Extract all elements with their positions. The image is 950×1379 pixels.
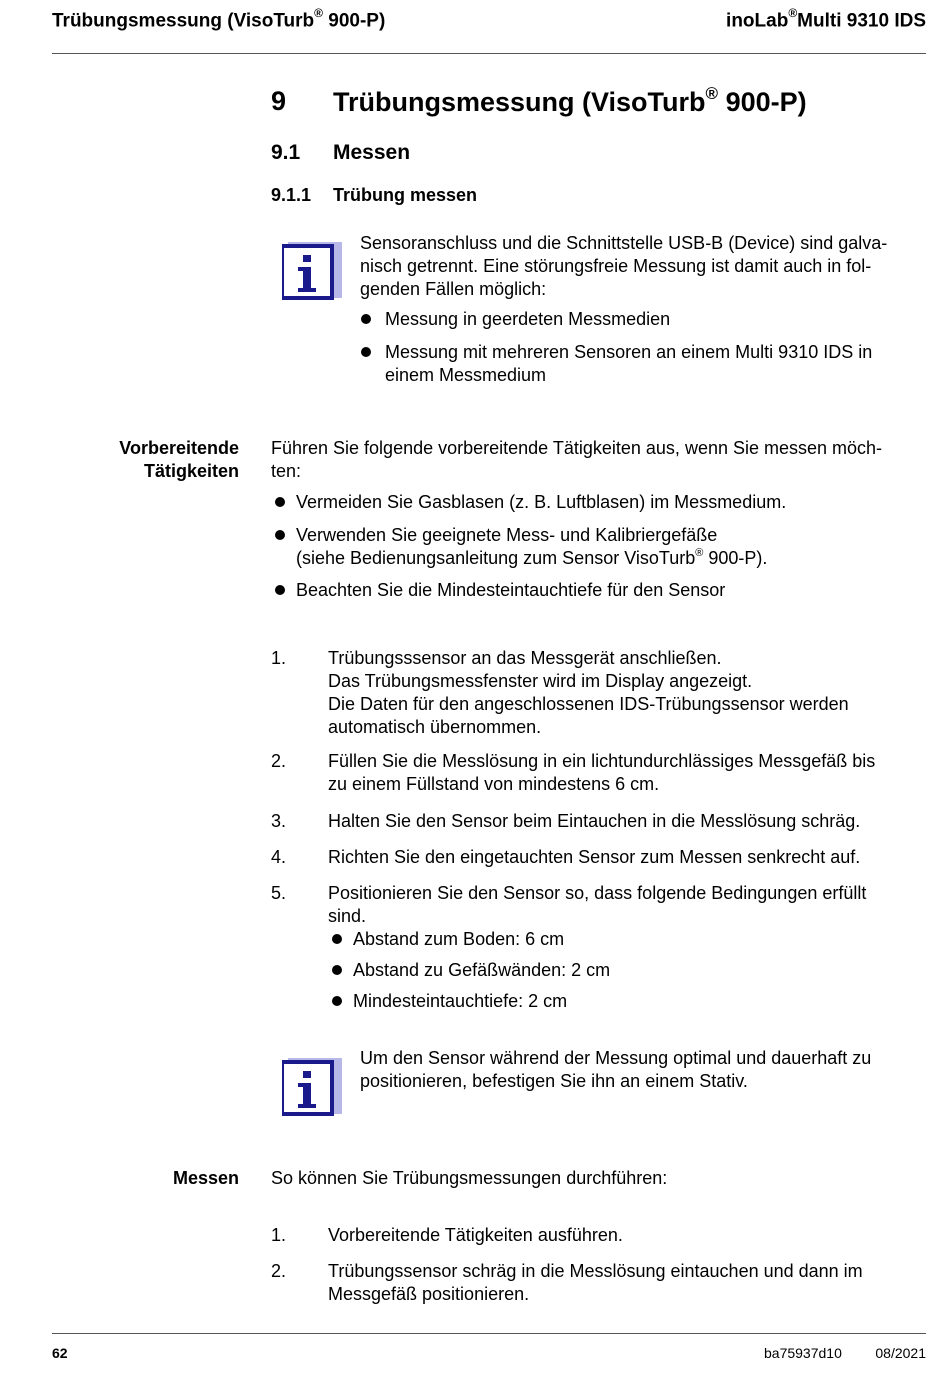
step-line: Das Trübungsmessfenster wird im Display angezeigt. xyxy=(328,671,753,691)
bullet-icon xyxy=(275,497,285,507)
step5-bullet: Abstand zu Gefäßwänden: 2 cm xyxy=(353,960,611,980)
info-bullet-line: einem Messmedium xyxy=(385,365,547,385)
doc-code: ba75937d10 xyxy=(764,1345,842,1361)
step-line: sind. xyxy=(328,906,367,926)
measure-intro: So können Sie Trübungsmessungen durchführen: xyxy=(271,1168,668,1188)
chapter-title-suffix: 900-P) xyxy=(718,87,807,117)
step-line: Positionieren Sie den Sensor so, dass folgende Bedingungen erfüllt xyxy=(328,883,867,903)
header-left-suffix: 900-P) xyxy=(323,10,386,32)
step-text xyxy=(328,647,849,739)
step-text: Vorbereitende Tätigkeiten ausführen. xyxy=(328,1225,623,1245)
running-header-right xyxy=(726,8,926,32)
info-bullet-line: Messung mit mehreren Sensoren an einem Multi 9310 IDS in xyxy=(385,342,873,362)
registered-mark: ® xyxy=(695,547,704,559)
info-bullet-2 xyxy=(385,341,872,387)
header-left-text: Trübungsmessung (VisoTurb xyxy=(52,10,315,32)
bullet-line: Verwenden Sie geeignete Mess- und Kalibriergefäße xyxy=(296,525,718,545)
info-bullet-1: Messung in geerdeten Messmedien xyxy=(385,309,671,329)
info-line: Sensoranschluss und die Schnittstelle USB-B (Device) sind galva- xyxy=(360,233,888,253)
bullet-icon xyxy=(332,996,342,1006)
bullet-icon xyxy=(361,347,371,357)
side-label-line: Tätigkeiten xyxy=(143,461,239,481)
step-text: Halten Sie den Sensor beim Eintauchen in die Messlösung schräg. xyxy=(328,811,861,831)
subsection-title: Trübung messen xyxy=(333,185,478,205)
bullet-icon xyxy=(361,314,371,324)
registered-mark: ® xyxy=(788,6,798,20)
bullet-icon xyxy=(332,934,342,944)
info-line: positionieren, befestigen Sie ihn an einem Stativ. xyxy=(360,1071,748,1091)
doc-date: 08/2021 xyxy=(875,1345,926,1361)
step5-bullet: Mindesteintauchtiefe: 2 cm xyxy=(353,991,568,1011)
step-line: Trübungsssensor an das Messgerät anschließen. xyxy=(328,648,722,668)
step-text xyxy=(328,882,866,928)
section-number: 9.1 xyxy=(271,141,301,164)
step-number: 2. xyxy=(271,751,287,771)
step-number: 1. xyxy=(271,1225,287,1245)
info-line: Um den Sensor während der Messung optimal und dauerhaft zu xyxy=(360,1048,872,1068)
intro-line: ten: xyxy=(271,461,302,481)
side-label-measure: Messen xyxy=(172,1168,239,1188)
step-number: 4. xyxy=(271,847,287,867)
step-number: 5. xyxy=(271,883,287,903)
bullet-icon xyxy=(275,530,285,540)
bullet-icon xyxy=(275,585,285,595)
header-product: Multi 9310 IDS xyxy=(797,10,926,32)
running-header-left xyxy=(52,8,385,32)
bullet-icon xyxy=(332,965,342,975)
subsection-number: 9.1.1 xyxy=(271,185,312,205)
preparation-intro xyxy=(271,437,921,483)
bullet-line-suffix: 900-P). xyxy=(703,548,768,568)
preparation-bullet-3: Beachten Sie die Mindesteintauchtiefe für den Sensor xyxy=(296,580,726,600)
step-text: Richten Sie den eingetauchten Sensor zum Messen senkrecht auf. xyxy=(328,847,861,867)
chapter-title-text: Trübungsmessung (VisoTurb xyxy=(333,87,706,117)
footer-rule xyxy=(52,1333,926,1334)
intro-line: Führen Sie folgende vorbereitende Tätigkeiten aus, wenn Sie messen möch- xyxy=(271,438,883,458)
info-icon xyxy=(282,240,342,300)
registered-mark: ® xyxy=(314,6,323,20)
step5-bullet: Abstand zum Boden: 6 cm xyxy=(353,929,565,949)
step-text xyxy=(328,1260,863,1306)
info-note-2 xyxy=(360,1047,920,1093)
chapter-number: 9 xyxy=(271,86,287,116)
info-line: genden Fällen möglich: xyxy=(360,279,547,299)
step-number: 3. xyxy=(271,811,287,831)
step-text xyxy=(328,750,875,796)
step-line: Messgefäß positionieren. xyxy=(328,1284,530,1304)
step-line: Füllen Sie die Messlösung in ein lichtundurchlässiges Messgefäß bis xyxy=(328,751,876,771)
bullet-line-text: (siehe Bedienungsanleitung zum Sensor VisoTurb xyxy=(296,548,696,568)
chapter-title xyxy=(333,86,807,118)
step-number: 1. xyxy=(271,648,287,668)
header-brand: inoLab xyxy=(726,10,789,32)
section-title: Messen xyxy=(333,141,411,164)
registered-mark: ® xyxy=(705,84,719,103)
step-line: zu einem Füllstand von mindestens 6 cm. xyxy=(328,774,660,794)
header-rule xyxy=(52,53,926,54)
bullet-line xyxy=(296,547,767,570)
side-label-line: Vorbereitende xyxy=(119,438,239,458)
step-line: Trübungssensor schräg in die Messlösung eintauchen und dann im xyxy=(328,1261,863,1281)
step-line: automatisch übernommen. xyxy=(328,717,542,737)
preparation-bullet-2 xyxy=(296,524,767,570)
preparation-bullet-1: Vermeiden Sie Gasblasen (z. B. Luftblasen) im Messmedium. xyxy=(296,492,787,512)
info-icon xyxy=(282,1056,342,1116)
page-number: 62 xyxy=(52,1345,68,1361)
info-line: nisch getrennt. Eine störungsfreie Messung ist damit auch in fol- xyxy=(360,256,872,276)
side-label-preparation xyxy=(119,437,239,483)
info-note-1 xyxy=(360,232,920,301)
step-line: Die Daten für den angeschlossenen IDS-Trübungssensor werden xyxy=(328,694,849,714)
step-number: 2. xyxy=(271,1261,287,1281)
